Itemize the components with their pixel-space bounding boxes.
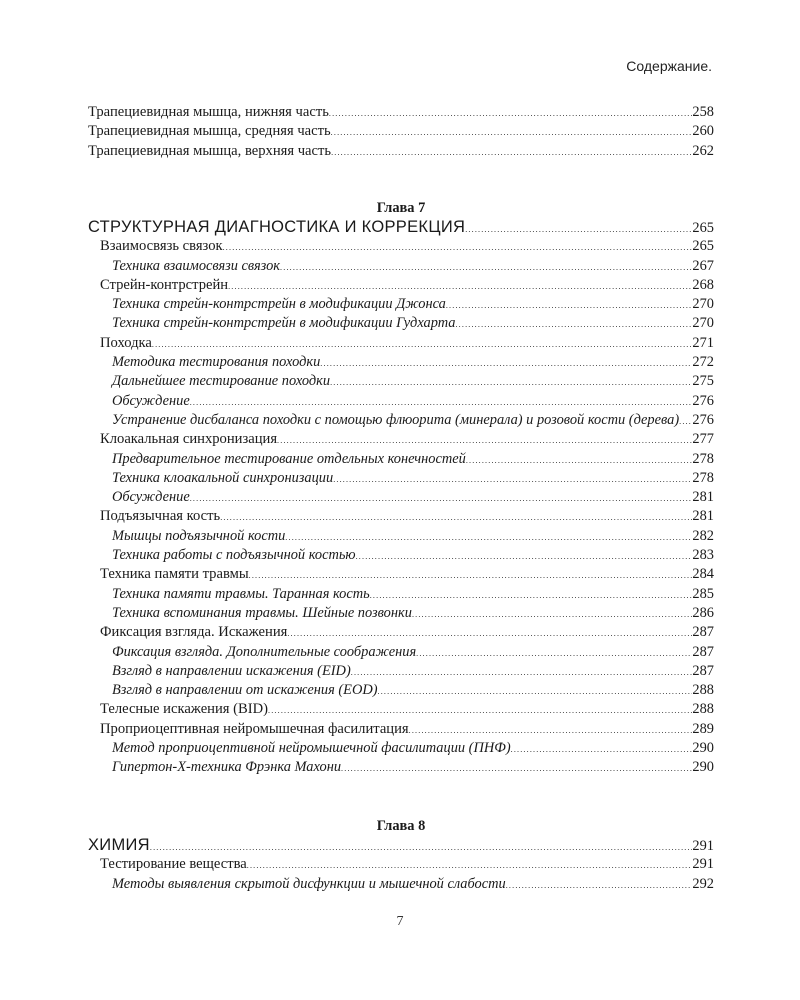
dot-leader [455, 315, 692, 334]
toc-entry-title: Обсуждение [112, 489, 190, 506]
toc-section-entry[interactable] [88, 700, 714, 719]
toc-subsection-entry[interactable] [88, 314, 714, 333]
toc-entry-page: 291 [692, 856, 714, 873]
toc-entry-page: 258 [692, 104, 714, 120]
toc-entry-title: Метод проприоцептивной нейромышечной фасилитации (ПНФ) [112, 740, 511, 757]
dot-leader [341, 759, 692, 778]
toc-subsection-entry[interactable] [88, 411, 714, 430]
toc-entry-title: ХИМИЯ [88, 836, 150, 854]
toc-entry-title: Методы выявления скрытой дисфункции и мышечной слабости [112, 875, 506, 892]
toc-entry-page: 278 [692, 469, 714, 486]
dot-leader [333, 470, 692, 489]
toc-section-entry[interactable] [88, 334, 714, 353]
toc-entry-title: Трапециевидная мышца, средняя часть [88, 123, 331, 140]
toc-entry-title: Взгляд в направлении от искажения (EOD) [112, 682, 378, 699]
toc-subsection-entry[interactable] [88, 681, 714, 700]
dot-leader [446, 296, 693, 315]
toc-entry-title: Дальнейшее тестирование походки [112, 373, 331, 390]
toc-subsection-entry[interactable] [88, 662, 714, 681]
dot-leader [378, 682, 693, 701]
toc-entry-title: Техника стрейн-контрстрейн в модификации Джонса [112, 296, 446, 313]
toc-subsection-entry[interactable] [88, 257, 714, 276]
dot-leader [152, 335, 693, 354]
toc-entry-title: Мышцы подъязычной кости [112, 527, 286, 544]
toc-entry-page: 292 [692, 875, 714, 892]
toc-entry-title: Техника клоакальной синхронизации [112, 469, 334, 486]
toc-section-entry[interactable] [88, 276, 714, 295]
toc-entry-title: Техника памяти травмы [100, 566, 249, 583]
toc-chapter-title-entry[interactable] [88, 836, 714, 855]
toc-entry-page: 276 [692, 411, 714, 428]
dot-leader [247, 856, 693, 875]
toc-entry-page: 285 [692, 585, 714, 602]
toc-entry[interactable] [88, 122, 714, 141]
toc-entry-title: Техника стрейн-контрстрейн в модификации Гудхарта [112, 315, 456, 332]
toc-entry-page: 281 [692, 489, 714, 506]
dot-leader [511, 740, 693, 759]
dot-leader [285, 528, 692, 547]
toc-section-entry[interactable] [88, 430, 714, 449]
toc-entry-page: 288 [692, 701, 714, 718]
dot-leader [277, 431, 692, 450]
dot-leader [370, 586, 693, 605]
toc-entry-title: Походка [100, 334, 152, 351]
dot-leader [331, 143, 692, 162]
toc-section-entry[interactable] [88, 507, 714, 526]
dot-leader [416, 644, 692, 663]
dot-leader [249, 566, 693, 585]
toc-entry-page: 272 [692, 354, 714, 371]
chapter-8-heading: Глава 8 [376, 818, 426, 834]
toc-subsection-entry[interactable] [88, 392, 714, 411]
toc-entry-page: 291 [692, 838, 714, 854]
toc-subsection-entry[interactable] [88, 295, 714, 314]
dot-leader [466, 451, 693, 470]
dot-leader [223, 238, 693, 257]
dot-leader [287, 624, 692, 643]
dot-leader [329, 104, 693, 123]
dot-leader [228, 277, 692, 296]
toc-entry[interactable] [88, 103, 714, 122]
toc-entry-page: 289 [692, 720, 714, 737]
toc-entry-title: Гипертон-Х-техника Фрэнка Махони [112, 759, 342, 776]
toc-entry-title: Устранение дисбаланса походки с помощью флюорита (минерала) и розовой кости (дерева) [112, 411, 680, 428]
toc-entry-page: 278 [692, 450, 714, 467]
page-number: 7 [396, 914, 404, 929]
toc-entry-title: Проприоцептивная нейромышечная фасилитация [100, 720, 409, 737]
toc-entry-title: Техника вспоминания травмы. Шейные позвонки [112, 604, 412, 621]
toc-entry-page: 275 [692, 373, 714, 390]
toc-subsection-entry[interactable] [88, 469, 714, 488]
dot-leader [190, 489, 693, 508]
toc-entry[interactable] [88, 142, 714, 161]
toc-entry-page: 287 [692, 624, 714, 641]
toc-entry-title: СТРУКТУРНАЯ ДИАГНОСТИКА И КОРРЕКЦИЯ [88, 218, 466, 236]
toc-entry-page: 288 [692, 682, 714, 699]
toc-entry-page: 282 [692, 527, 714, 544]
toc-entry-page: 286 [692, 604, 714, 621]
dot-leader [465, 220, 692, 239]
dot-leader [280, 258, 692, 277]
toc-entry-page: 281 [692, 508, 714, 525]
toc-entry-title: Фиксация взгляда. Дополнительные соображения [112, 643, 417, 660]
toc-subsection-entry[interactable] [88, 353, 714, 372]
toc-entry-title: Тестирование вещества [100, 856, 247, 873]
toc-entry-title: Телесные искажения (BID) [100, 701, 269, 718]
toc-entry-page: 287 [692, 643, 714, 660]
toc-chapter-7 [88, 218, 714, 778]
toc-entry-page: 265 [692, 238, 714, 255]
toc-section-entry[interactable] [88, 623, 714, 642]
toc-entry-page: 271 [692, 334, 714, 351]
toc-section-entry[interactable] [88, 720, 714, 739]
toc-chapter-title-entry[interactable] [88, 218, 714, 237]
toc-entry-title: Трапециевидная мышца, верхняя часть [88, 142, 332, 159]
toc-entry-page: 283 [692, 547, 714, 564]
toc-entry-title: Подъязычная кость [100, 508, 221, 525]
toc-subsection-entry[interactable] [88, 739, 714, 758]
toc-entry-title: Техника работы с подъязычной костью [112, 547, 356, 564]
toc-entry-page: 287 [692, 662, 714, 679]
dot-leader [331, 123, 693, 142]
toc-entry-page: 270 [692, 315, 714, 332]
toc-entry-page: 284 [692, 566, 714, 583]
toc-subsection-entry[interactable] [88, 758, 714, 777]
toc-entry-page: 262 [692, 142, 714, 159]
chapter-7-heading: Глава 7 [376, 200, 426, 216]
toc-entry-page: 268 [692, 276, 714, 293]
dot-leader [320, 354, 692, 373]
toc-section-entry[interactable] [88, 855, 714, 874]
toc-entry-page: 260 [692, 123, 714, 140]
toc-subsection-entry[interactable] [88, 372, 714, 391]
toc-entry-title: Техника памяти травмы. Таранная кость [112, 585, 370, 602]
toc-subsection-entry[interactable] [88, 875, 714, 894]
toc-entry-title: Клоакальная синхронизация [100, 431, 278, 448]
dot-leader [506, 876, 693, 895]
toc-section-entry[interactable] [88, 237, 714, 256]
dot-leader [220, 508, 692, 527]
toc-top-section [88, 103, 714, 161]
toc-entry-page: 270 [692, 296, 714, 313]
toc-entry-title: Обсуждение [112, 392, 190, 409]
toc-entry-page: 267 [692, 257, 714, 274]
toc-entry-page: 277 [692, 431, 714, 448]
toc-subsection-entry[interactable] [88, 527, 714, 546]
dot-leader [190, 393, 693, 412]
toc-entry-title: Техника взаимосвязи связок [112, 257, 281, 274]
toc-subsection-entry[interactable] [88, 585, 714, 604]
toc-chapter-8 [88, 836, 714, 894]
dot-leader [679, 412, 692, 431]
toc-subsection-entry[interactable] [88, 546, 714, 565]
dot-leader [412, 605, 692, 624]
toc-entry-page: 290 [692, 759, 714, 776]
running-header: Содержание. [626, 58, 712, 74]
toc-subsection-entry[interactable] [88, 604, 714, 623]
toc-entry-title: Взаимосвязь связок [100, 238, 223, 255]
toc-entry-page: 265 [692, 220, 714, 236]
toc-entry-page: 290 [692, 740, 714, 757]
toc-subsection-entry[interactable] [88, 450, 714, 469]
dot-leader [268, 701, 692, 720]
toc-entry-title: Трапециевидная мышца, нижняя часть [88, 104, 329, 120]
toc-subsection-entry[interactable] [88, 488, 714, 507]
toc-section-entry[interactable] [88, 565, 714, 584]
toc-subsection-entry[interactable] [88, 643, 714, 662]
dot-leader [356, 547, 693, 566]
toc-entry-title: Фиксация взгляда. Искажения [100, 624, 288, 641]
toc-entry-title: Стрейн-контрстрейн [100, 276, 229, 293]
toc-entry-title: Методика тестирования походки [112, 354, 321, 371]
toc-entry-title: Предварительное тестирование отдельных конечностей [112, 450, 466, 467]
dot-leader [330, 373, 692, 392]
dot-leader [351, 663, 693, 682]
dot-leader [409, 721, 693, 740]
toc-entry-page: 276 [692, 392, 714, 409]
toc-entry-title: Взгляд в направлении искажения (EID) [112, 662, 351, 679]
